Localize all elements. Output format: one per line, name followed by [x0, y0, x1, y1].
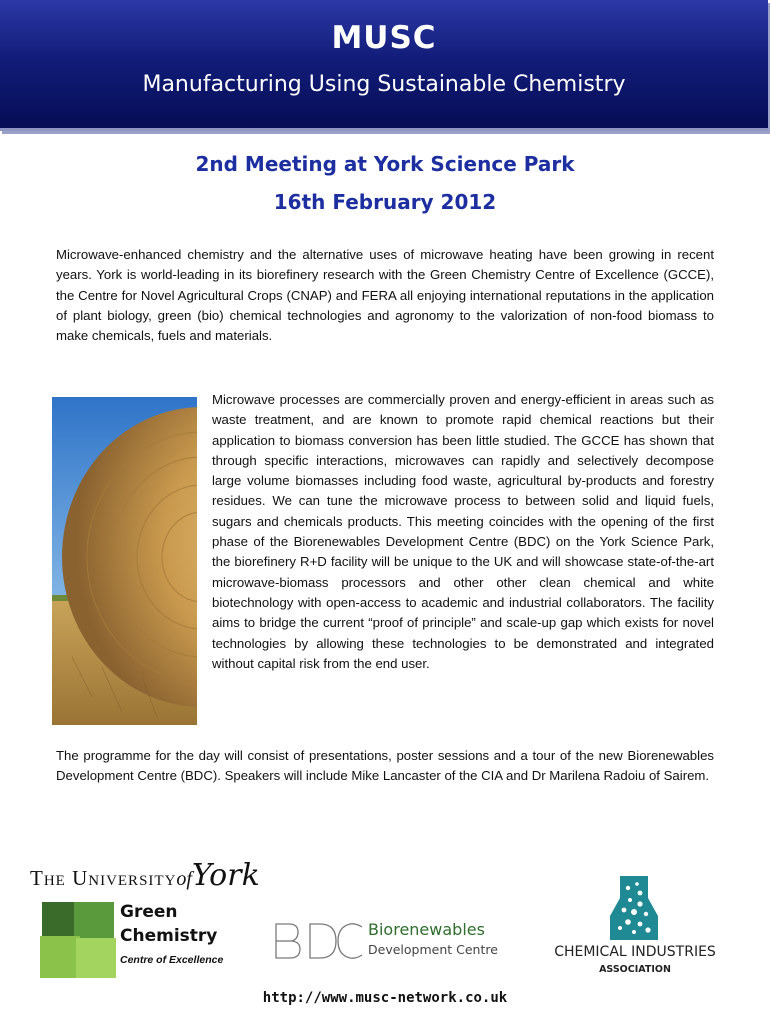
meeting-date: 16th February 2012 — [273, 190, 497, 214]
gc-logo-chemistry: Chemistry — [120, 926, 218, 946]
york-logo-york: York — [191, 858, 260, 893]
cia-logo-association: ASSOCIATION — [599, 964, 671, 975]
programme-paragraph: The programme for the day will consist of presentations, poster sessions and a tour of the new Biorenewables Development Centre (BDC). Speakers will include Mike Lancaster of the CIA and Dr Marilena Radoiu of Sairem. — [56, 748, 714, 784]
header-banner — [0, 0, 768, 131]
footer-url[interactable]: http://www.musc-network.co.uk — [262, 990, 508, 1006]
banner-title: MUSC — [331, 20, 437, 56]
intro-paragraph: Microwave-enhanced chemistry and the alternative uses of microwave heating have been growing in recent years. York is world-leading in its biorefinery research with the Green Chemistry Centre of Excellence (GCCE), the Centre for Novel Agricultural Crops (CNAP) and FERA all enjoying international reputations in the application of plant biology, green (bio) chemical technologies and agronomy to the valorization of non-food biomass to make chemicals, fuels and materials. — [56, 247, 714, 344]
gc-square-light — [40, 936, 80, 978]
chemical-industries-association-logo — [530, 872, 740, 982]
bdc-letters-mark — [272, 918, 364, 964]
green-chemistry-logo — [40, 900, 240, 980]
gc-square-mid — [74, 902, 114, 942]
cia-logo-name: CHEMICAL INDUSTRIES — [554, 944, 716, 960]
gc-logo-centre: Centre of Excellence — [120, 954, 224, 966]
bdc-logo-development-centre: Development Centre — [368, 942, 498, 957]
gc-square-lime — [76, 938, 116, 978]
bdc-logo — [272, 918, 502, 964]
hay-bale-photo — [52, 397, 197, 725]
microwave-paragraph: Microwave processes are commercially proven and energy-efficient in areas such as waste treatment, and are known to promote rapid chemical reactions but their application to biomass conversion has been little studied. The GCCE has shown that through specific interactions, microwaves can rapidly and selectively decompose large volume biomasses including food waste, agricultural by-products and forestry residues. We can tune the microwave process to between solid and liquid fuels, sugars and chemicals products. This meeting coincides with the opening of the first phase of the Biorenewables Development Centre (BDC) on the York Science Park, the biorefinery R+D facility will be unique to the UK and will showcase state-of-the-art microwave-biomass processors and other other clean chemical and white biotechnology with open-access to academic and industrial collaborators. The facility aims to bridge the current “proof of principle” and scale-up gap which exists for novel technologies by allowing these technologies to be demonstrated and integrated without capital risk from the end user. — [212, 392, 714, 671]
york-logo-the: The University — [30, 866, 177, 890]
bdc-logo-biorenewables: Biorenewables — [368, 920, 485, 939]
banner-subtitle: Manufacturing Using Sustainable Chemistry — [142, 72, 626, 97]
meeting-title: 2nd Meeting at York Science Park — [195, 152, 575, 176]
cia-flask-icon — [610, 876, 658, 940]
university-of-york-logo — [30, 858, 260, 893]
gc-logo-green: Green — [120, 902, 178, 922]
york-logo-of: of — [176, 868, 192, 890]
